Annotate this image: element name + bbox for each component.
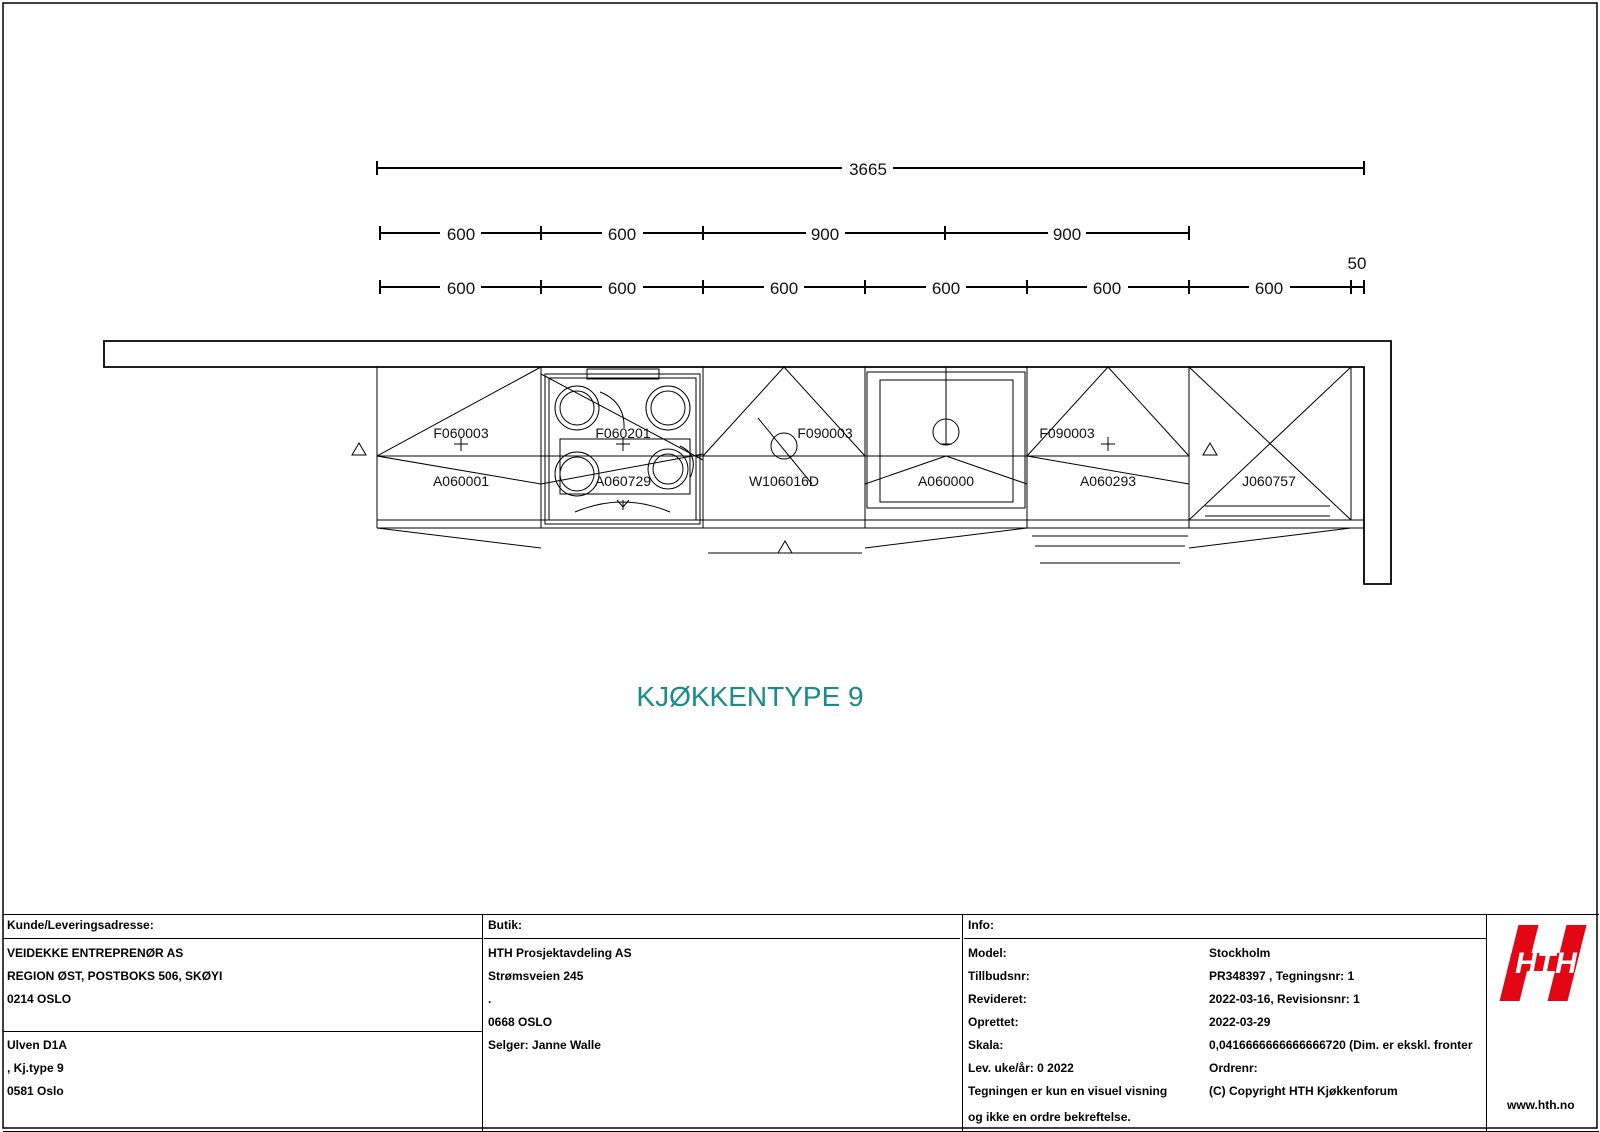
info-value: PR348397 , Tegningsnr: 1 [1209,969,1355,983]
brand-section [1487,915,1599,1131]
module-label: A060729 [594,473,652,489]
module-label: F060003 [433,425,489,441]
dim-end-label: 50 [1347,254,1367,273]
info-section [964,915,1486,1131]
info-label: Skala: [968,1038,1004,1052]
dim-row2-label: 600 [931,279,961,298]
info-label: Model: [968,946,1007,960]
info-value: Stockholm [1209,946,1271,960]
info-header: Info: [968,918,994,932]
customer-header: Kunde/Leveringsadresse: [7,918,154,932]
info-label: Lev. uke/år: 0 2022 [968,1061,1074,1075]
shop-line: HTH Prosjektavdeling AS [488,946,632,960]
info-value: Ordrenr: [1209,1061,1258,1075]
delivery-line: 0581 Oslo [7,1084,64,1098]
info-label: Tillbudsnr: [968,969,1030,983]
shop-line: 0668 OSLO [488,1015,553,1029]
seller-line: Selger: Janne Walle [488,1038,601,1052]
title-block [3,914,1599,1132]
shop-header: Butik: [488,918,522,932]
shop-line: . [488,992,492,1006]
info-label: Oprettet: [968,1015,1019,1029]
info-value: 2022-03-29 [1209,1015,1271,1029]
customer-line: REGION ØST, POSTBOKS 506, SKØYI [7,969,223,983]
customer-line: VEIDEKKE ENTREPRENØR AS [7,946,184,960]
dim-row1-label: 900 [810,225,840,244]
module-label: A060293 [1079,473,1137,489]
copyright-text: (C) Copyright HTH Kjøkkenforum [1209,1084,1398,1098]
website-url[interactable]: www.hth.no [1507,1098,1575,1112]
customer-section [3,915,482,1131]
dim-row1-label: 600 [446,225,476,244]
cabinet-row [352,367,1364,563]
info-label: Revideret: [968,992,1027,1006]
module-label: A060000 [917,473,975,489]
dim-row2-label: 600 [446,279,476,298]
delivery-line: Ulven D1A [7,1038,68,1052]
module-label: F060201 [595,425,651,441]
module-label: J060757 [1242,473,1296,489]
dim-row1-label: 900 [1052,225,1082,244]
dim-row1-label: 600 [607,225,637,244]
disclaimer-line: Tegningen er kun en visuel visning [968,1084,1168,1098]
dim-total-label: 3665 [849,160,887,179]
shop-section [484,915,960,1131]
dim-row2-label: 600 [607,279,637,298]
drawing-title: KJØKKENTYPE 9 [636,681,864,712]
disclaimer-line: og ikke en ordre bekreftelse. [968,1110,1131,1124]
info-value: 2022-03-16, Revisionsnr: 1 [1209,992,1360,1006]
hth-logo [1497,923,1591,1003]
module-label: W106016D [748,473,820,489]
customer-line: 0214 OSLO [7,992,72,1006]
info-value: 0,0416666666666666720 (Dim. er ekskl. fronter [1209,1038,1473,1052]
shop-line: Strømsveien 245 [488,969,584,983]
module-label: F090003 [797,425,853,441]
dim-row2-label: 600 [1254,279,1284,298]
svg-text:HTH: HTH [1515,947,1577,980]
module-label: A060001 [432,473,490,489]
countertop-outline [104,341,1391,584]
dim-row2-label: 600 [769,279,799,298]
module-label: F090003 [1039,425,1095,441]
dimension-row-2 [380,280,1364,294]
dim-row2-label: 600 [1092,279,1122,298]
delivery-line: , Kj.type 9 [7,1061,64,1075]
